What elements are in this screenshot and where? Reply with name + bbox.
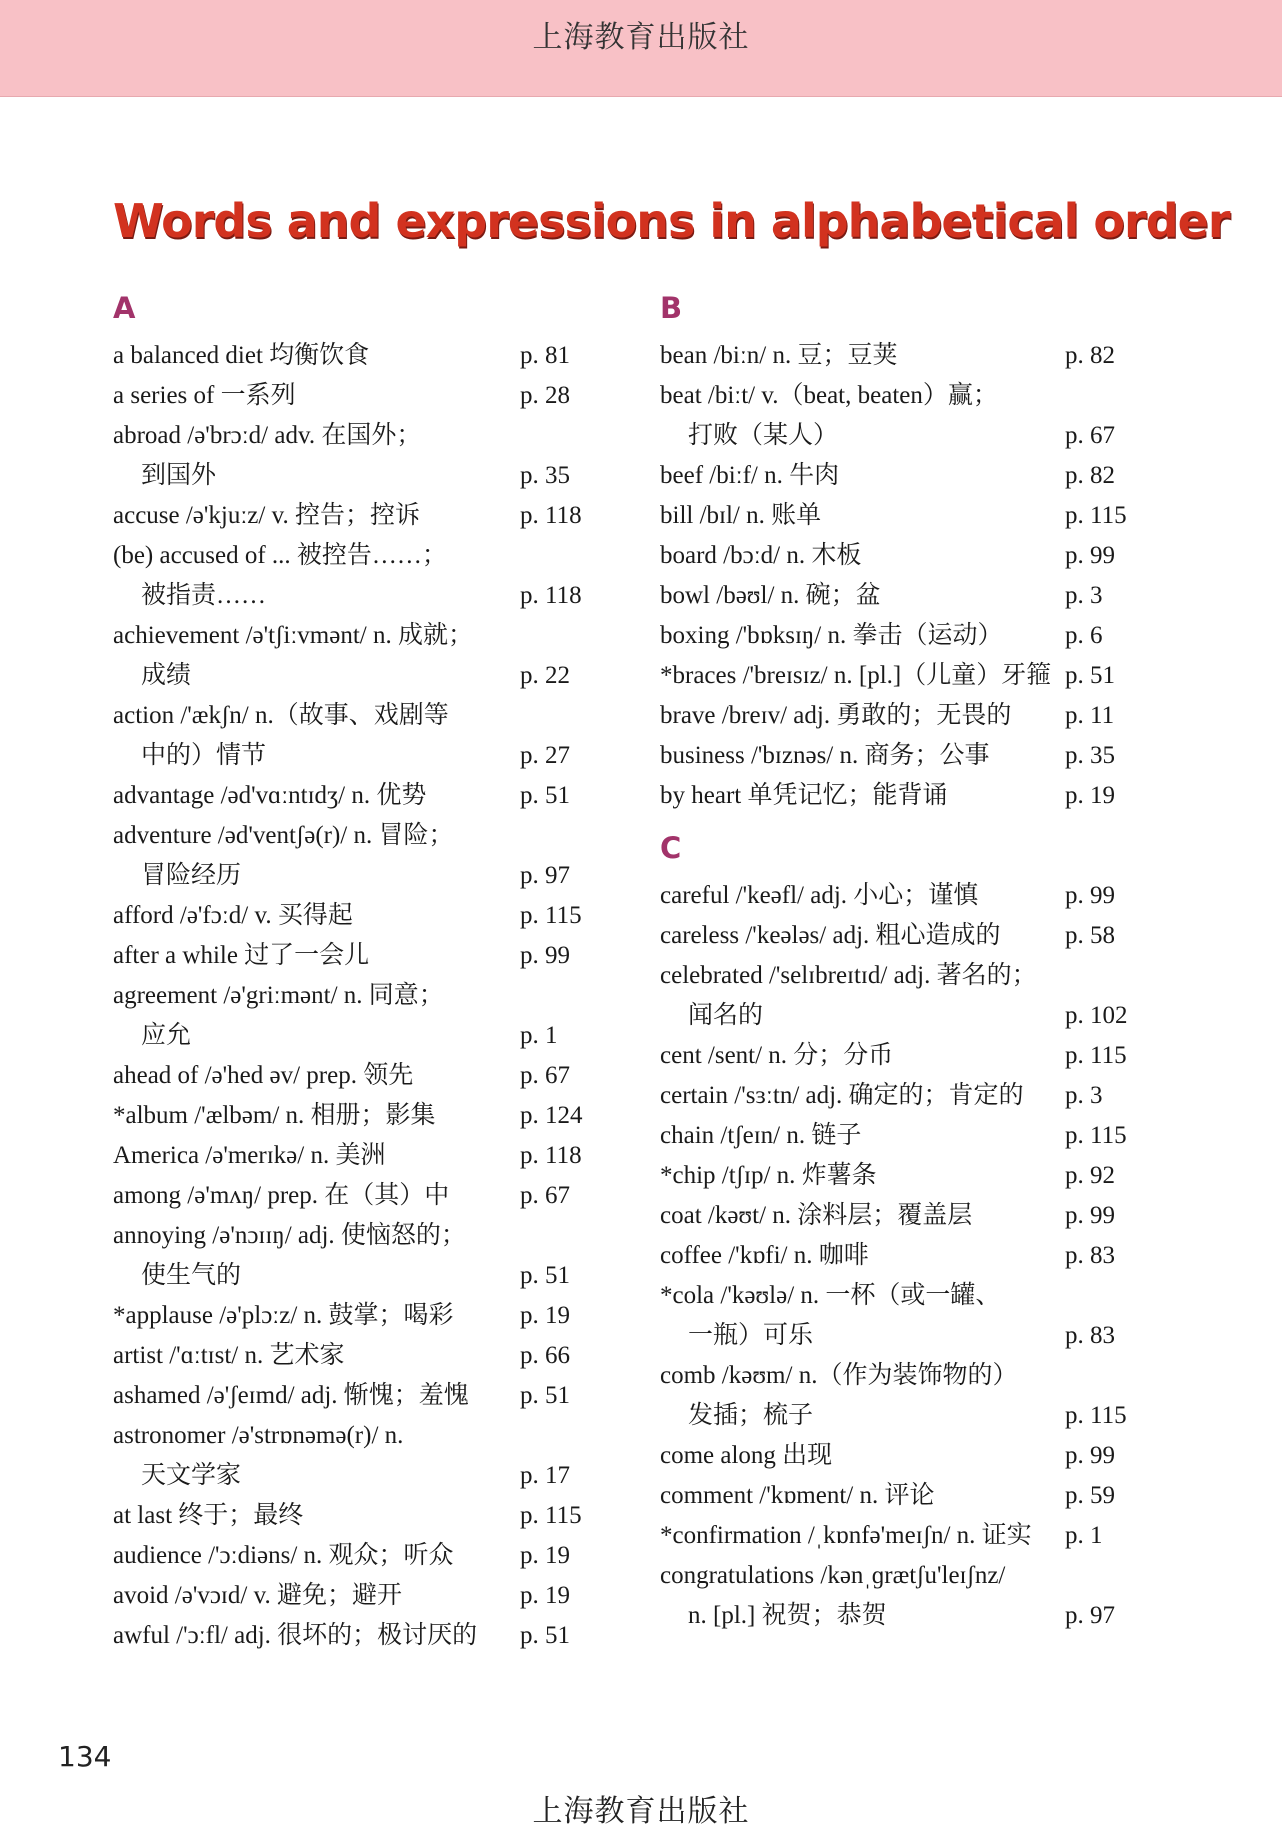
- entry-page-ref: p. 67: [520, 1182, 570, 1209]
- entry-text: 被指责……: [141, 582, 267, 609]
- entry-page-ref: p. 19: [1065, 782, 1115, 809]
- entry-text: boxing /'bɒksɪŋ/ n. 拳击（运动）: [660, 622, 1003, 649]
- entry-line: [660, 736, 1140, 776]
- entry-line: [113, 336, 593, 376]
- entry-text: beef /biːf/ n. 牛肉: [660, 462, 840, 489]
- entry-text: abroad /ə'brɔːd/ adv. 在国外；: [113, 422, 422, 449]
- entry-line: [660, 1036, 1140, 1076]
- entry-text: 闻名的: [688, 1002, 764, 1029]
- entry-line: [660, 696, 1140, 736]
- entry-page-ref: p. 99: [1065, 1442, 1115, 1469]
- entry-text: bean /biːn/ n. 豆；豆荚: [660, 342, 898, 369]
- entry-text: careful /'keəfl/ adj. 小心；谨慎: [660, 882, 979, 909]
- entry-page-ref: p. 35: [1065, 742, 1115, 769]
- entry-line: [113, 536, 593, 576]
- entry-line: [113, 1176, 593, 1216]
- section-gap: [660, 816, 1140, 828]
- entry-page-ref: p. 66: [520, 1342, 570, 1369]
- entry-text: ahead of /ə'hed əv/ prep. 领先: [113, 1062, 414, 1089]
- entry-page-ref: p. 115: [520, 1502, 582, 1529]
- section-letter: C: [660, 831, 682, 865]
- entry-text: audience /'ɔːdiəns/ n. 观众；听众: [113, 1542, 454, 1569]
- entry-text: action /'ækʃn/ n.（故事、戏剧等: [113, 702, 449, 729]
- entry-text: advantage /əd'vɑːntɪdʒ/ n. 优势: [113, 782, 427, 809]
- entry-text: accuse /ə'kjuːz/ v. 控告；控诉: [113, 502, 420, 529]
- entry-line: [113, 1616, 593, 1656]
- entry-page-ref: p. 27: [520, 742, 570, 769]
- entry-line: [660, 776, 1140, 816]
- entry-continuation: [113, 1456, 593, 1496]
- entry-text: awful /'ɔːfl/ adj. 很坏的；极讨厌的: [113, 1622, 478, 1649]
- entry-text: afford /ə'fɔːd/ v. 买得起: [113, 902, 353, 929]
- entry-line: [113, 976, 593, 1016]
- entry-page-ref: p. 92: [1065, 1162, 1115, 1189]
- entry-page-ref: p. 51: [520, 1622, 570, 1649]
- entry-text: certain /'sɜːtn/ adj. 确定的；肯定的: [660, 1082, 1024, 1109]
- entry-line: [113, 1096, 593, 1136]
- entry-page-ref: p. 59: [1065, 1482, 1115, 1509]
- entry-continuation: [113, 736, 593, 776]
- entry-page-ref: p. 35: [520, 462, 570, 489]
- entry-page-ref: p. 115: [1065, 1042, 1127, 1069]
- entry-continuation: [660, 1396, 1140, 1436]
- entry-line: [660, 536, 1140, 576]
- entry-page-ref: p. 82: [1065, 462, 1115, 489]
- entry-text: *chip /tʃɪp/ n. 炸薯条: [660, 1162, 877, 1189]
- entry-line: [660, 876, 1140, 916]
- entry-text: coffee /'kɒfi/ n. 咖啡: [660, 1242, 869, 1269]
- entry-line: [113, 616, 593, 656]
- entry-continuation: [113, 1016, 593, 1056]
- entry-line: [660, 1516, 1140, 1556]
- entry-page-ref: p. 97: [520, 862, 570, 889]
- entry-page-ref: p. 102: [1065, 1002, 1128, 1029]
- entry-continuation: [113, 576, 593, 616]
- entry-line: [660, 1076, 1140, 1116]
- entry-page-ref: p. 1: [1065, 1522, 1103, 1549]
- entry-line: [660, 376, 1140, 416]
- entry-line: [660, 1156, 1140, 1196]
- entry-line: [660, 1436, 1140, 1476]
- entry-continuation: [660, 416, 1140, 456]
- entry-continuation: [660, 996, 1140, 1036]
- entry-page-ref: p. 99: [1065, 882, 1115, 909]
- entry-text: 打败（某人）: [688, 422, 839, 449]
- entry-text: 到国外: [141, 462, 217, 489]
- glossary-column-right: [660, 288, 1140, 1636]
- entry-line: [660, 1476, 1140, 1516]
- entry-line: [113, 1536, 593, 1576]
- entry-line: [113, 1296, 593, 1336]
- entry-line: [113, 376, 593, 416]
- entry-text: comment /'kɒment/ n. 评论: [660, 1482, 935, 1509]
- section-letter: A: [113, 291, 136, 325]
- entry-text: chain /tʃeɪn/ n. 链子: [660, 1122, 862, 1149]
- entry-text: 冒险经历: [141, 862, 242, 889]
- entry-line: [660, 496, 1140, 536]
- entry-page-ref: p. 99: [1065, 1202, 1115, 1229]
- entry-text: at last 终于；最终: [113, 1502, 304, 1529]
- entry-text: comb /kəʊm/ n.（作为装饰物的）: [660, 1362, 1018, 1389]
- entry-continuation: [113, 456, 593, 496]
- entry-page-ref: p. 51: [520, 1262, 570, 1289]
- entry-text: avoid /ə'vɔɪd/ v. 避免；避开: [113, 1582, 402, 1609]
- entry-line: [113, 1136, 593, 1176]
- entry-text: among /ə'mʌŋ/ prep. 在（其）中: [113, 1182, 450, 1209]
- entry-text: 成绩: [141, 662, 192, 689]
- entry-line: [660, 1356, 1140, 1396]
- entry-text: America /ə'merɪkə/ n. 美洲: [113, 1142, 386, 1169]
- entry-text: astronomer /ə'strɒnəmə(r)/ n.: [113, 1422, 404, 1449]
- entry-line: [660, 456, 1140, 496]
- entry-continuation: [660, 1316, 1140, 1356]
- entry-text: adventure /əd'ventʃə(r)/ n. 冒险；: [113, 822, 454, 849]
- section-letter: B: [660, 291, 683, 325]
- entry-page-ref: p. 115: [1065, 1122, 1127, 1149]
- entry-text: achievement /ə'tʃiːvmənt/ n. 成就；: [113, 622, 473, 649]
- entry-line: [660, 1236, 1140, 1276]
- entry-text: brave /breɪv/ adj. 勇敢的；无畏的: [660, 702, 1012, 729]
- entry-text: artist /'ɑːtɪst/ n. 艺术家: [113, 1342, 345, 1369]
- entry-line: [113, 1336, 593, 1376]
- entry-page-ref: p. 67: [1065, 422, 1115, 449]
- entry-page-ref: p. 17: [520, 1462, 570, 1489]
- entry-line: [113, 1416, 593, 1456]
- entry-text: bill /bɪl/ n. 账单: [660, 502, 822, 529]
- entry-text: come along 出现: [660, 1442, 833, 1469]
- entry-line: [113, 816, 593, 856]
- entry-page-ref: p. 58: [1065, 922, 1115, 949]
- entry-text: bowl /bəʊl/ n. 碗；盆: [660, 582, 881, 609]
- entry-line: [113, 1216, 593, 1256]
- entry-text: 应允: [141, 1022, 192, 1049]
- page-number: 134: [58, 1740, 112, 1773]
- publisher-header: 上海教育出版社: [532, 21, 750, 54]
- top-banner: [0, 0, 1282, 97]
- entry-page-ref: p. 3: [1065, 1082, 1103, 1109]
- entry-text: 发插；梳子: [688, 1402, 814, 1429]
- entry-line: [113, 416, 593, 456]
- entry-text: 天文学家: [141, 1462, 242, 1489]
- entry-page-ref: p. 118: [520, 1142, 582, 1169]
- entry-text: annoying /ə'nɔɪɪŋ/ adj. 使恼怒的；: [113, 1222, 466, 1249]
- entry-text: agreement /ə'griːmənt/ n. 同意；: [113, 982, 444, 1009]
- entry-line: [660, 336, 1140, 376]
- entry-line: [660, 656, 1140, 696]
- entry-page-ref: p. 118: [520, 502, 582, 529]
- entry-text: *braces /'breɪsɪz/ n. [pl.]（儿童）牙箍: [660, 662, 1052, 689]
- entry-page-ref: p. 99: [520, 942, 570, 969]
- entry-line: [113, 1496, 593, 1536]
- entry-page-ref: p. 6: [1065, 622, 1103, 649]
- entry-text: board /bɔːd/ n. 木板: [660, 542, 862, 569]
- entry-page-ref: p. 51: [520, 1382, 570, 1409]
- entry-page-ref: p. 19: [520, 1302, 570, 1329]
- entry-text: business /'bɪznəs/ n. 商务；公事: [660, 742, 990, 769]
- entry-text: congratulations /kənˌɡrætʃu'leɪʃnz/: [660, 1562, 1006, 1589]
- entry-page-ref: p. 67: [520, 1062, 570, 1089]
- entry-line: [660, 616, 1140, 656]
- entry-page-ref: p. 19: [520, 1582, 570, 1609]
- entry-text: *applause /ə'plɔːz/ n. 鼓掌；喝彩: [113, 1302, 454, 1329]
- entry-page-ref: p. 115: [1065, 502, 1127, 529]
- entry-text: ashamed /ə'ʃeɪmd/ adj. 惭愧；羞愧: [113, 1382, 469, 1409]
- entry-page-ref: p. 115: [1065, 1402, 1127, 1429]
- entry-page-ref: p. 118: [520, 582, 582, 609]
- entry-text: by heart 单凭记忆；能背诵: [660, 782, 948, 809]
- entry-line: [113, 696, 593, 736]
- entry-line: [113, 776, 593, 816]
- entry-line: [113, 896, 593, 936]
- entry-page-ref: p. 19: [520, 1542, 570, 1569]
- entry-line: [660, 1276, 1140, 1316]
- entry-text: after a while 过了一会儿: [113, 942, 370, 969]
- entry-text: 使生气的: [141, 1262, 242, 1289]
- entry-page-ref: p. 3: [1065, 582, 1103, 609]
- entry-line: [113, 496, 593, 536]
- entry-continuation: [660, 1596, 1140, 1636]
- entry-text: *confirmation /ˌkɒnfə'meɪʃn/ n. 证实: [660, 1522, 1032, 1549]
- entry-line: [660, 956, 1140, 996]
- entry-line: [113, 1376, 593, 1416]
- publisher-footer: 上海教育出版社: [532, 1795, 750, 1828]
- entry-text: coat /kəʊt/ n. 涂料层；覆盖层: [660, 1202, 973, 1229]
- entry-page-ref: p. 124: [520, 1102, 583, 1129]
- entry-page-ref: p. 51: [520, 782, 570, 809]
- entry-page-ref: p. 28: [520, 382, 570, 409]
- entry-page-ref: p. 83: [1065, 1242, 1115, 1269]
- entry-line: [660, 576, 1140, 616]
- entry-text: a balanced diet 均衡饮食: [113, 342, 370, 369]
- entry-text: careless /'keələs/ adj. 粗心造成的: [660, 922, 1001, 949]
- entry-page-ref: p. 51: [1065, 662, 1115, 689]
- entry-text: *album /'ælbəm/ n. 相册；影集: [113, 1102, 436, 1129]
- entry-page-ref: p. 99: [1065, 542, 1115, 569]
- entry-line: [660, 1116, 1140, 1156]
- entry-text: cent /sent/ n. 分；分币: [660, 1042, 894, 1069]
- page-title: Words and expressions in alphabetical order: [113, 194, 1230, 248]
- entry-text: celebrated /'selɪbreɪtɪd/ adj. 著名的；: [660, 962, 1037, 989]
- entry-page-ref: p. 11: [1065, 702, 1115, 729]
- entry-text: a series of 一系列: [113, 382, 296, 409]
- entry-page-ref: p. 22: [520, 662, 570, 689]
- entry-page-ref: p. 97: [1065, 1602, 1115, 1629]
- entry-line: [113, 1056, 593, 1096]
- entry-continuation: [113, 656, 593, 696]
- entry-line: [113, 936, 593, 976]
- entry-line: [113, 1576, 593, 1616]
- entry-text: *cola /'kəʊlə/ n. 一杯（或一罐、: [660, 1282, 1001, 1309]
- entry-page-ref: p. 115: [520, 902, 582, 929]
- entry-text: (be) accused of ... 被控告……；: [113, 542, 447, 569]
- entry-page-ref: p. 82: [1065, 342, 1115, 369]
- entry-line: [660, 1196, 1140, 1236]
- entry-page-ref: p. 83: [1065, 1322, 1115, 1349]
- glossary-column-left: [113, 288, 593, 1656]
- entry-text: 中的）情节: [141, 742, 267, 769]
- entry-line: [660, 1556, 1140, 1596]
- entry-line: [660, 916, 1140, 956]
- entry-text: beat /biːt/ v.（beat, beaten）赢；: [660, 382, 998, 409]
- entry-text: n. [pl.] 祝贺；恭贺: [688, 1602, 887, 1629]
- entry-page-ref: p. 81: [520, 342, 570, 369]
- entry-continuation: [113, 1256, 593, 1296]
- entry-text: 一瓶）可乐: [688, 1322, 814, 1349]
- entry-continuation: [113, 856, 593, 896]
- entry-page-ref: p. 1: [520, 1022, 558, 1049]
